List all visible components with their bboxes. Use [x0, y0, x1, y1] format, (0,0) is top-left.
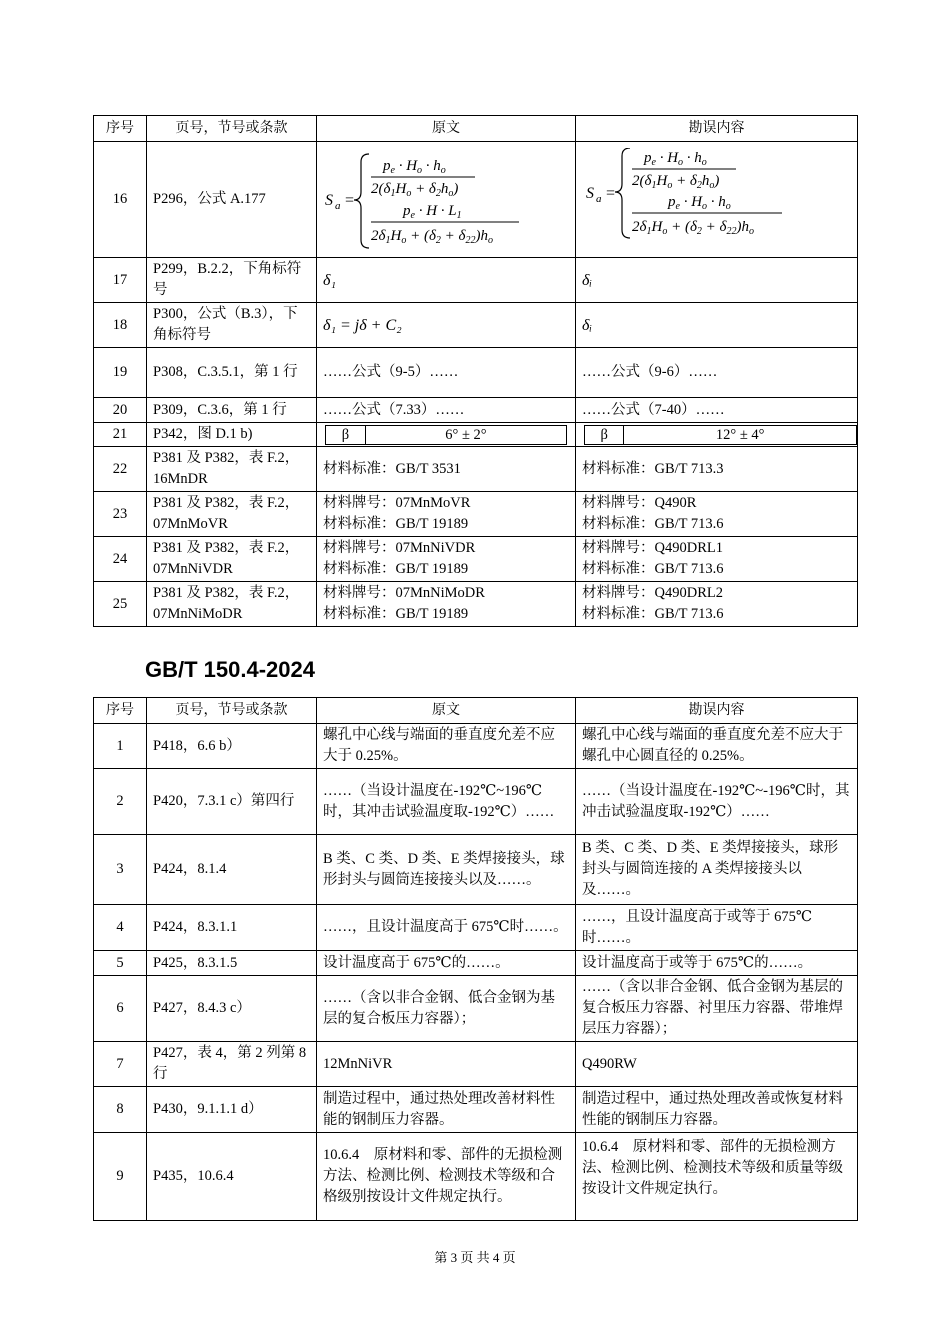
angle-table-errata [584, 425, 857, 445]
angle-value: 6° ± 2° [365, 425, 566, 444]
row-errata: Q490RW [576, 1042, 858, 1087]
row-errata: δᵢ [576, 258, 858, 303]
row-page: P309，C.3.6，第 1 行 [147, 398, 317, 423]
row-page: P381 及 P382，表 F.2，07MnNiMoDR [147, 582, 317, 627]
errata-table-150-4 [93, 697, 858, 1221]
row-no: 21 [94, 423, 147, 447]
angle-table-original [325, 425, 567, 445]
row-original: 材料牌号：07MnNiVDR 材料标准：GB/T 19189 [317, 537, 576, 582]
svg-text:pe · H · L1: $p_e \cdot H \cdot L_1$ [403, 202, 462, 221]
header-errata: 勘误内容 [576, 698, 858, 724]
row-errata-box [576, 423, 858, 447]
row-original: 10.6.4 原材料和零、部件的无损检测方法、检测比例、检测技术等级和合格级别按设计文件规定执行。 [317, 1133, 576, 1221]
header-page: 页号，节号或条款 [147, 116, 317, 142]
svg-text:S: S [325, 191, 333, 209]
row-errata: 材料牌号：Q490DRL2 材料标准：GB/T 713.6 [576, 582, 858, 627]
row-no: 17 [94, 258, 147, 303]
errata-table-150-3 [93, 115, 858, 627]
page-footer: 第 3 页 共 4 页 [434, 1250, 516, 1265]
header-page: 页号，节号或条款 [147, 698, 317, 724]
row-original: ……（含以非合金钢、低合金钢为基层的复合板压力容器）； [317, 976, 576, 1042]
row-errata: 材料牌号：Q490DRL1 材料标准：GB/T 713.6 [576, 537, 858, 582]
row-page: P424，8.3.1.1 [147, 905, 317, 951]
table-row [94, 905, 858, 951]
row-no: 22 [94, 447, 147, 492]
row-original: ……公式（7.33）…… [317, 398, 576, 423]
table-row [94, 447, 858, 492]
row-page: P296，公式 A.177 [147, 142, 317, 258]
row-no: 8 [94, 1087, 147, 1133]
row-errata: B 类、C 类、D 类、E 类焊接接头，球形封头与圆筒连接的 A 类焊接接头以及……。 [576, 835, 858, 905]
row-errata: 设计温度高于或等于 675℃的……。 [576, 951, 858, 976]
table-row [94, 303, 858, 348]
table-row [94, 423, 858, 447]
table-row [94, 348, 858, 398]
svg-text:a: a [335, 199, 341, 212]
table-row [94, 142, 858, 258]
row-page: P381 及 P382，表 F.2，07MnNiVDR [147, 537, 317, 582]
row-no: 25 [94, 582, 147, 627]
row-errata: ……，且设计温度高于或等于 675℃时……。 [576, 905, 858, 951]
row-page: P427，表 4，第 2 列第 8 行 [147, 1042, 317, 1087]
row-page: P430，9.1.1.1 d） [147, 1087, 317, 1133]
svg-text:S: S [586, 184, 594, 202]
table-row [94, 1042, 858, 1087]
table-row [94, 582, 858, 627]
row-page: P418，6.6 b） [147, 724, 317, 769]
row-original: ……，且设计温度高于 675℃时……。 [317, 905, 576, 951]
angle-symbol: β [326, 425, 366, 444]
row-page: P308，C.3.5.1，第 1 行 [147, 348, 317, 398]
formula-original [323, 148, 563, 252]
row-original: B 类、C 类、D 类、E 类焊接接头，球形封头与圆筒连接接头以及……。 [317, 835, 576, 905]
row-errata: 螺孔中心线与端面的垂直度允差不应大于螺孔中心圆直径的 0.25%。 [576, 724, 858, 769]
header-errata: 勘误内容 [576, 116, 858, 142]
row-original: δ₁ = jδ + C₂ [317, 303, 576, 348]
svg-text:a: a [596, 192, 602, 205]
row-original: δ₁ [317, 258, 576, 303]
svg-text:=: = [606, 184, 616, 202]
row-page: P300，公式（B.3），下角标符号 [147, 303, 317, 348]
table-header [94, 698, 858, 724]
row-errata: ……（当设计温度在-192℃~-196℃时，其冲击试验温度取-192℃）…… [576, 769, 858, 835]
row-original: 材料牌号：07MnMoVR 材料标准：GB/T 19189 [317, 492, 576, 537]
errata-formula [576, 142, 858, 258]
row-original: 制造过程中，通过热处理改善材料性能的钢制压力容器。 [317, 1087, 576, 1133]
svg-text:pe · Ho · ho: $p_e \cdot H_o \cdot h_o$ [668, 193, 731, 212]
row-no: 6 [94, 976, 147, 1042]
table-row [94, 976, 858, 1042]
angle-symbol: β [585, 425, 624, 444]
row-page: P424，8.1.4 [147, 835, 317, 905]
row-page: P435，10.6.4 [147, 1133, 317, 1221]
row-original: 材料牌号：07MnNiMoDR 材料标准：GB/T 19189 [317, 582, 576, 627]
row-no: 2 [94, 769, 147, 835]
row-errata: ……公式（9-6）…… [576, 348, 858, 398]
header-seq: 序号 [94, 116, 147, 142]
header-original: 原文 [317, 698, 576, 724]
header-seq: 序号 [94, 698, 147, 724]
table-row [94, 769, 858, 835]
row-page: P299，B.2.2，下角标符号 [147, 258, 317, 303]
row-page: P381 及 P382，表 F.2，07MnMoVR [147, 492, 317, 537]
row-original: 设计温度高于 675℃的……。 [317, 951, 576, 976]
section-title: GB/T 150.4-2024 [145, 657, 315, 682]
row-no: 5 [94, 951, 147, 976]
row-no: 4 [94, 905, 147, 951]
table-row [94, 1133, 858, 1221]
row-errata: 材料牌号：Q490R 材料标准：GB/T 713.6 [576, 492, 858, 537]
row-no: 20 [94, 398, 147, 423]
row-errata: 材料标准：GB/T 713.3 [576, 447, 858, 492]
table-row [94, 1087, 858, 1133]
row-original: ……（当设计温度在-192℃~196℃时，其冲击试验温度取-192℃）…… [317, 769, 576, 835]
table-row [94, 537, 858, 582]
row-no: 19 [94, 348, 147, 398]
table-row [94, 724, 858, 769]
row-original: 12MnNiVR [317, 1042, 576, 1087]
svg-text:=: = [345, 191, 355, 209]
row-no: 3 [94, 835, 147, 905]
row-errata: 制造过程中，通过热处理改善或恢复材料性能的钢制压力容器。 [576, 1087, 858, 1133]
row-page: P427，8.4.3 c） [147, 976, 317, 1042]
row-errata: 10.6.4 原材料和零、部件的无损检测方法、检测比例、检测技术等级和质量等级按设计文件规定执行。 [576, 1133, 858, 1221]
row-no: 24 [94, 537, 147, 582]
svg-text:2(δ1Ho + δ2ho): $2(\delta_1H_o + \delta_2h_o)$ [632, 172, 720, 191]
row-page: P381 及 P382，表 F.2，16MnDR [147, 447, 317, 492]
table-row [94, 835, 858, 905]
formula-errata [582, 148, 822, 252]
svg-text:2δ1Ho + (δ2 + δ22)ho: $2\delta_1H_o + (\delta_2 + \delta_{22})h_o$ [632, 218, 755, 237]
row-errata: δᵢ [576, 303, 858, 348]
angle-value: 12° ± 4° [624, 425, 857, 444]
row-page: P342，图 D.1 b) [147, 423, 317, 447]
table-row [94, 492, 858, 537]
header-original: 原文 [317, 116, 576, 142]
row-original-box [317, 423, 576, 447]
table-header [94, 116, 858, 142]
row-original: ……公式（9-5）…… [317, 348, 576, 398]
row-page: P425，8.3.1.5 [147, 951, 317, 976]
svg-text:pe · Ho · ho: $p_e \cdot H_o \cdot h_o$ [644, 149, 707, 168]
svg-text:2(δ1Ho + δ2ho): $2(\delta_1H_o + \delta_2h_o)$ [371, 180, 459, 199]
row-errata: ……公式（7-40）…… [576, 398, 858, 423]
table-row [94, 258, 858, 303]
svg-text:2δ1Ho + (δ2 + δ22)ho: $2\delta_1H_o + (\delta_2 + \delta_{22})h_o$ [371, 227, 494, 246]
row-no: 23 [94, 492, 147, 537]
row-no: 18 [94, 303, 147, 348]
row-page: P420，7.3.1 c）第四行 [147, 769, 317, 835]
svg-text:pe · Ho · ho: $p_e \cdot H_o \cdot h_o$ [383, 157, 446, 176]
table-row [94, 398, 858, 423]
row-no: 7 [94, 1042, 147, 1087]
row-no: 16 [94, 142, 147, 258]
row-no: 1 [94, 724, 147, 769]
row-errata: ……（含以非合金钢、低合金钢为基层的复合板压力容器、衬里压力容器、带堆焊层压力容器）； [576, 976, 858, 1042]
row-original: 螺孔中心线与端面的垂直度允差不应大于 0.25%。 [317, 724, 576, 769]
row-no: 9 [94, 1133, 147, 1221]
original-formula [317, 142, 576, 258]
table-row [94, 951, 858, 976]
row-original: 材料标准：GB/T 3531 [317, 447, 576, 492]
